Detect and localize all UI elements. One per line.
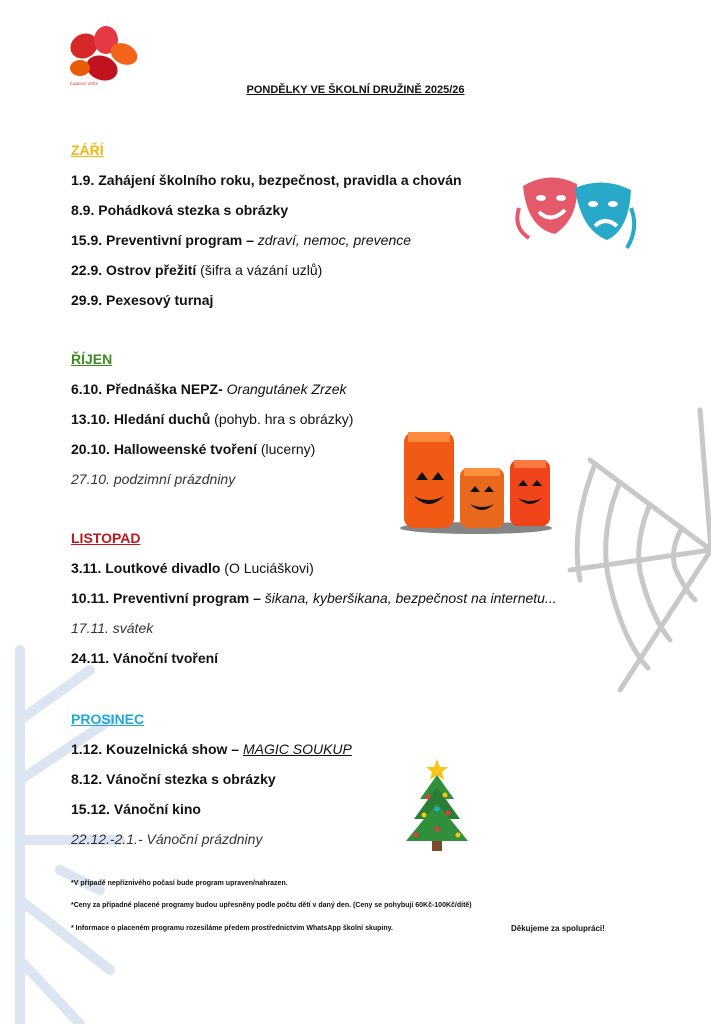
month-heading-listopad: LISTOPAD — [71, 530, 141, 546]
list-item: 8.12. Vánoční stezka s obrázky — [71, 771, 276, 787]
page-title: PONDĚLKY VE ŠKOLNÍ DRUŽINĚ 2025/26 — [246, 84, 465, 96]
theater-masks-icon — [515, 168, 640, 253]
list-item: 17.11. svátek — [71, 620, 154, 636]
spiderweb-icon — [560, 400, 711, 720]
list-item: 15.9. Preventivní program – zdraví, nemoc, prevence — [71, 232, 412, 248]
month-heading-prosinec: PROSINEC — [71, 711, 145, 727]
list-item: 27.10. podzimní prázdniny — [71, 471, 236, 487]
list-item: 3.11. Loutkové divadlo (O Luciáškovi) — [71, 560, 314, 576]
month-heading-rijen: ŘÍJEN — [71, 351, 113, 367]
note-weather: *V případě nepříznivého počasí bude program upraven/nahrazen. — [71, 880, 288, 887]
list-item: 22.9. Ostrov přežití (šifra a vázání uzlů) — [71, 262, 323, 278]
list-item: 20.10. Halloweenské tvoření (lucerny) — [71, 441, 316, 457]
thanks-text: Děkujeme za spolupráci! — [511, 924, 605, 933]
list-item: 13.10. Hledání duchů (pohyb. hra s obrázky) — [71, 411, 354, 427]
list-item: 8.9. Pohádková stezka s obrázky — [71, 202, 289, 218]
list-item: 15.12. Vánoční kino — [71, 801, 201, 817]
list-item: 29.9. Pexesový turnaj — [71, 292, 214, 308]
month-heading-zari: ZÁŘÍ — [71, 142, 104, 158]
note-whatsapp: * Informace o placeném programu rozesíláme předem prostřednictvím WhatsApp školní skupiny. — [71, 925, 393, 932]
list-item: 6.10. Přednáška NEPZ- Orangutánek Zrzek — [71, 381, 347, 397]
list-item: 22.12.-2.1.- Vánoční prázdniny — [71, 831, 263, 847]
jack-o-lantern-jars-icon — [398, 430, 553, 535]
logo-text: Laskavé srdce — [70, 82, 99, 87]
list-item: 1.9. Zahájení školního roku, bezpečnost, pravidla a chován — [71, 172, 462, 188]
christmas-tree-icon — [400, 757, 475, 857]
list-item: 24.11. Vánoční tvoření — [71, 650, 219, 666]
list-item: 1.12. Kouzelnická show – MAGIC SOUKUP — [71, 741, 352, 757]
list-item: 10.11. Preventivní program – šikana, kyberšikana, bezpečnost na internetu... — [71, 590, 557, 606]
note-prices: *Ceny za případné placené programy budou upřesněny podle počtu dětí v daný den. (Ceny se pohybují 60Kč-100Kč/dítě) — [71, 902, 472, 909]
